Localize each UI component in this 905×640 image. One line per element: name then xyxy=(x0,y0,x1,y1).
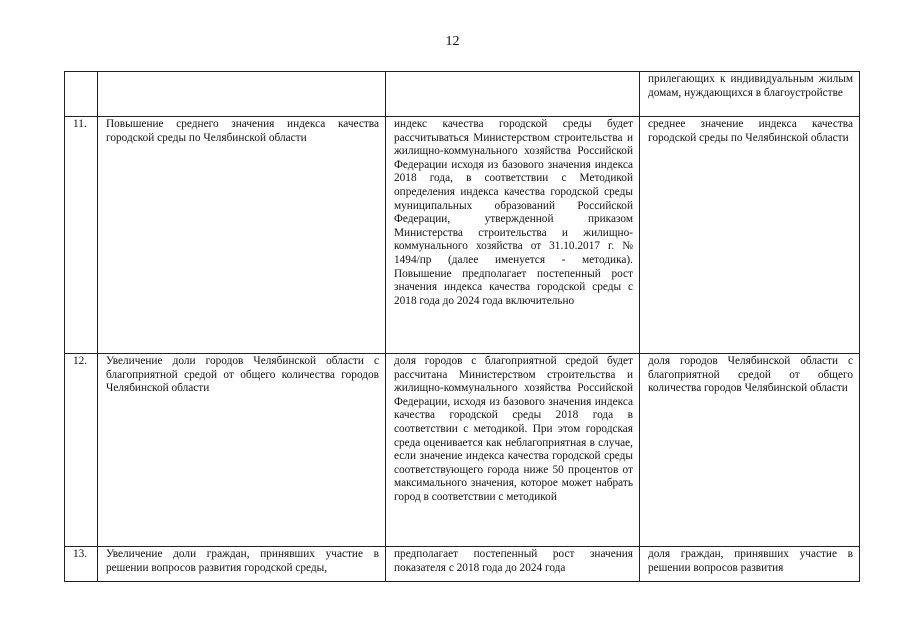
indicator-name-cell: Увеличение доли граждан, принявших участие в решении вопросов развития городской среды, xyxy=(98,547,386,582)
indicator-name-cell: Увеличение доли городов Челябинской области с благоприятной средой от общего количества городов Челябинской области xyxy=(98,354,386,547)
method-cell xyxy=(386,72,640,117)
table-row xyxy=(65,547,860,582)
table-row xyxy=(65,117,860,354)
indicator-cell: среднее значение индекса качества городской среды по Челябинской области xyxy=(640,117,860,354)
table-row xyxy=(65,354,860,547)
indicator-name-cell: Повышение среднего значения индекса качества городской среды по Челябинской области xyxy=(98,117,386,354)
indicator-name-cell xyxy=(98,72,386,117)
row-number-cell: 12. xyxy=(65,354,98,547)
indicators-table xyxy=(64,71,860,582)
indicator-cell: доля граждан, принявших участие в решении вопросов развития xyxy=(640,547,860,582)
indicator-cell: прилегающих к индивидуальным жилым домам, нуждающихся в благоустройстве xyxy=(640,72,860,117)
page-number: 12 xyxy=(445,34,460,49)
row-number-cell: 13. xyxy=(65,547,98,582)
row-number-cell: 11. xyxy=(65,117,98,354)
method-cell: индекс качества городской среды будет рассчитываться Министерством строительства и жилищно-коммунального хозяйства Российской Федерации исходя из базового значения индекса 2018 года, в соответствии с Методикой определения индекса качества городской среды муниципальных образований Российской Федерации, утвержденной приказом Министерства строительства и жилищно-коммунального хозяйства от 31.10.2017 г. № 1494/пр (далее именуется - методика). Повышение предполагает постепенный рост значения индекса качества городской среды с 2018 года до 2024 года включительно xyxy=(386,117,640,354)
row-number-cell xyxy=(65,72,98,117)
method-cell: доля городов с благоприятной средой будет рассчитана Министерством строительства и жилищно-коммунального хозяйства Российской Федерации, исходя из базового значения индекса качества городской среды 2018 года в соответствии с методикой. При этом городская среда оценивается как неблагоприятная в случае, если значение индекса качества городской среды соответствующего города ниже 50 процентов от максимального значения, которое может набрать город в соответствии с методикой xyxy=(386,354,640,547)
table-row xyxy=(65,72,860,117)
method-cell: предполагает постепенный рост значения показателя с 2018 года до 2024 года xyxy=(386,547,640,582)
indicator-cell: доля городов Челябинской области с благоприятной средой от общего количества городов Челябинской области xyxy=(640,354,860,547)
